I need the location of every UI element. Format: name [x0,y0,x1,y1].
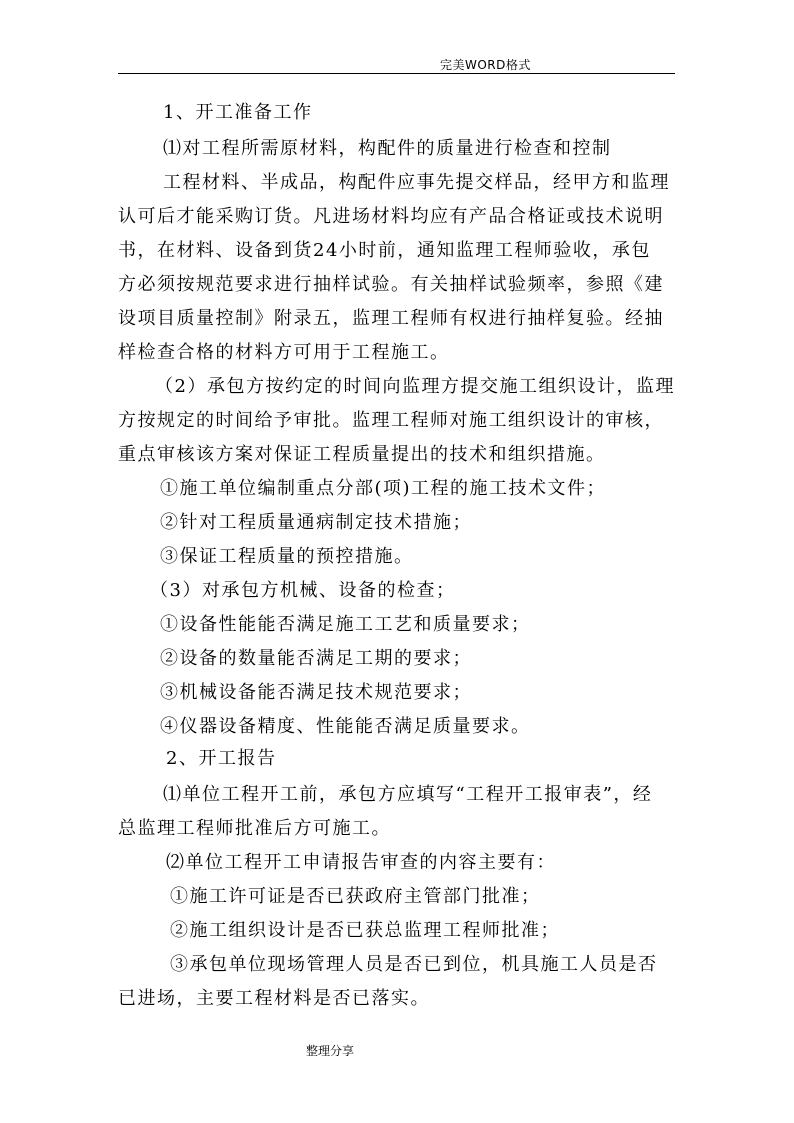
list-item: ③机械设备能否满足技术规范要求； [160,682,472,703]
paragraph-line: （2）承包方按约定的时间向监理方提交施工组织设计，监理 [155,376,675,397]
paragraph-line: 重点审核该方案对保证工程质量提出的技术和组织措施。 [118,444,606,465]
paragraph-line: 书，在材料、设备到货24小时前，通知监理工程师验收，承包 [118,240,651,261]
list-item: ③保证工程质量的预控措施。 [160,546,414,567]
subsection-heading: ⑴对工程所需原材料，构配件的质量进行检查和控制 [163,138,612,159]
paragraph-line: 总监理工程师批准后方可施工。 [118,818,391,839]
list-item: ①设备性能能否满足施工工艺和质量要求； [160,614,531,635]
list-item: ①施工许可证是否已获政府主管部门批准； [170,886,541,907]
paragraph-line: 已进场，主要工程材料是否已落实。 [118,988,430,1009]
paragraph-line: 方必须按规范要求进行抽样试验。有关抽样试验频率，参照《建 [118,274,664,295]
list-item: ②施工组织设计是否已获总监理工程师批准； [170,920,560,941]
list-item: ②针对工程质量通病制定技术措施； [160,512,472,533]
paragraph-line: 方按规定的时间给予审批。监理工程师对施工组织设计的审核， [118,410,664,431]
page-header-title: 完美WORD格式 [440,58,531,72]
paragraph-line: 设项目质量控制》附录五，监理工程师有权进行抽样复验。经抽 [118,308,664,329]
paragraph-line: 工程材料、半成品，构配件应事先提交样品，经甲方和监理 [163,172,670,193]
section-heading: 1、开工准备工作 [163,102,313,123]
paragraph-line: 认可后才能采购订货。凡进场材料均应有产品合格证或技术说明 [118,206,664,227]
paragraph-line: 样检查合格的材料方可用于工程施工。 [118,342,450,363]
list-item: ③承包单位现场管理人员是否已到位，机具施工人员是否 [170,954,658,975]
page-footer-text: 整理分享 [306,1044,355,1058]
paragraph-line: ⑴单位工程开工前，承包方应填写“工程开工报审表”，经 [163,784,653,805]
header-divider [118,73,675,74]
subsection-heading: （3）对承包方机械、设备的检查； [150,580,456,601]
list-item: ①施工单位编制重点分部(项)工程的施工技术文件； [160,478,607,499]
section-heading: 2、开工报告 [166,748,277,769]
list-item: ②设备的数量能否满足工期的要求； [160,648,472,669]
list-item: ④仪器设备精度、性能能否满足质量要求。 [160,716,531,737]
paragraph-line: ⑵单位工程开工申请报告审查的内容主要有： [166,852,556,873]
